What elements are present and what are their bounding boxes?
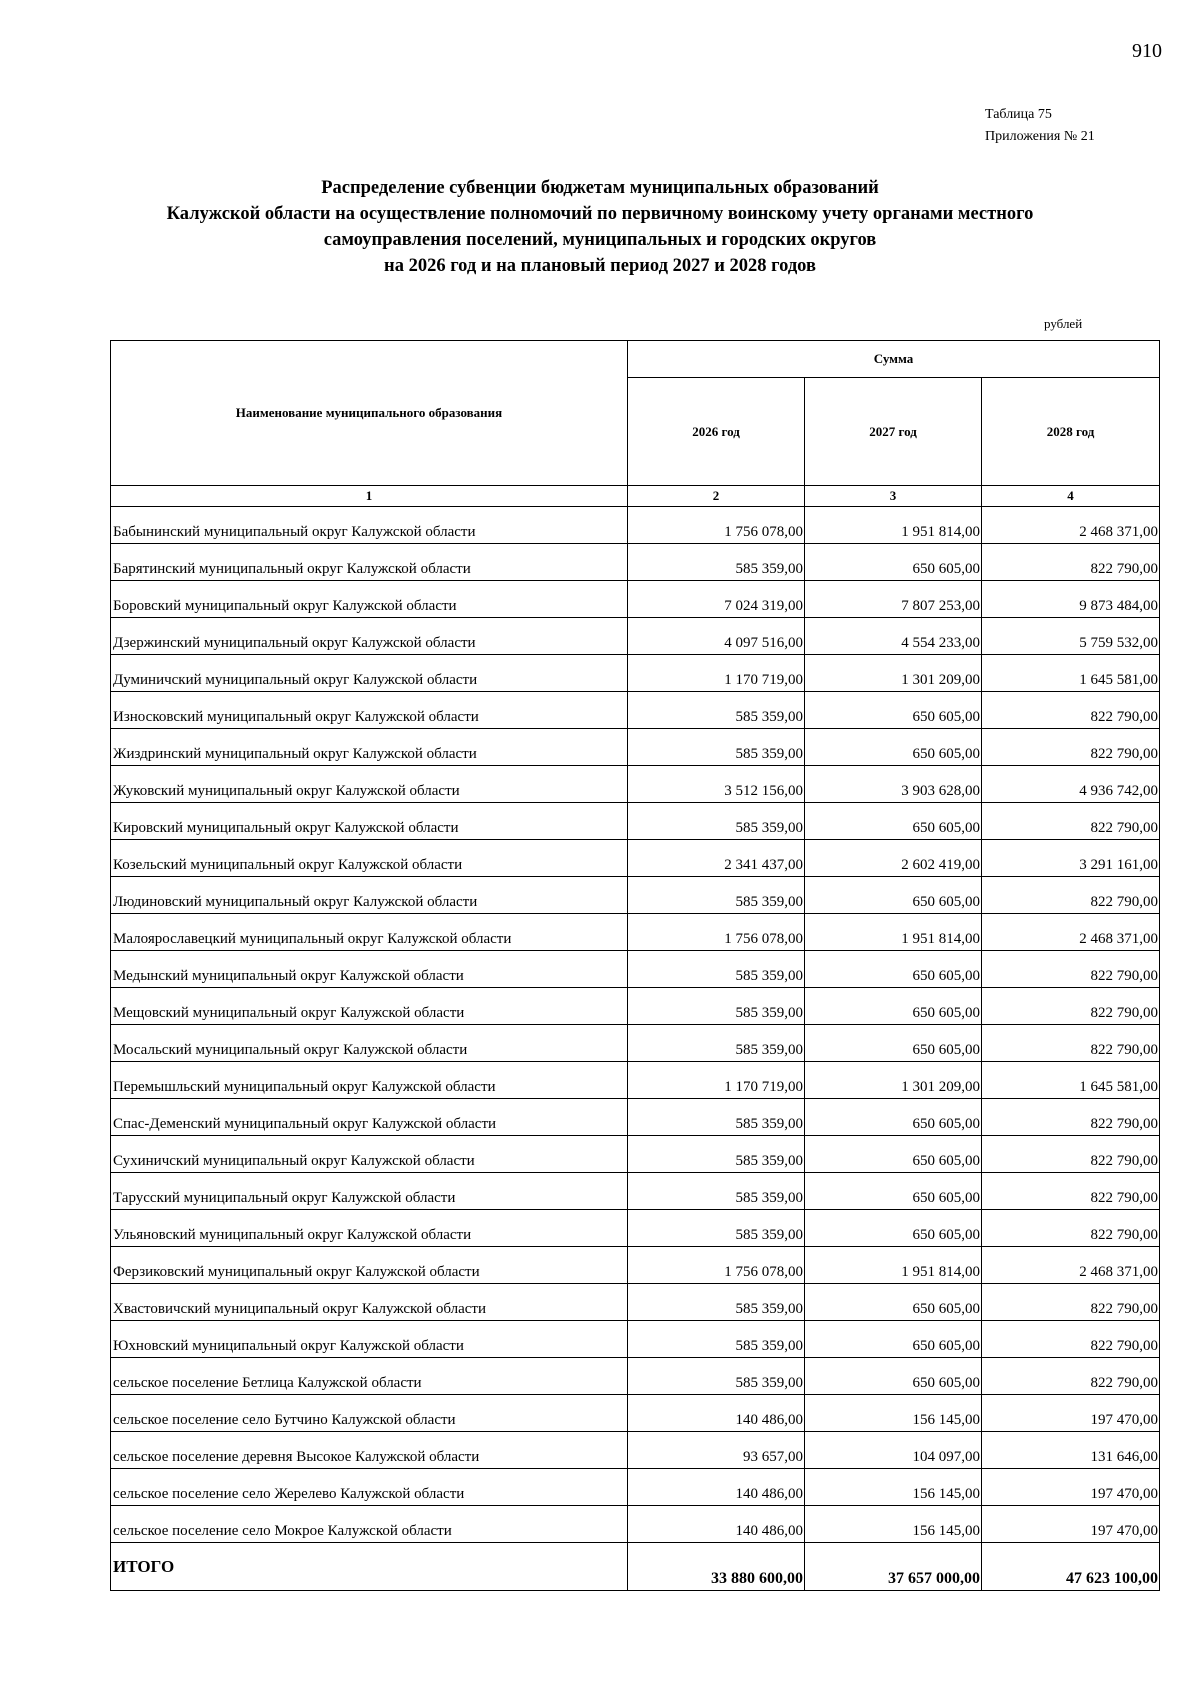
- table-row: [111, 803, 1160, 840]
- amount-2027: 650 605,00: [805, 1358, 982, 1395]
- amount-2028: 822 790,00: [982, 1173, 1160, 1210]
- table-row: [111, 1136, 1160, 1173]
- table-row: [111, 1358, 1160, 1395]
- total-2027: 37 657 000,00: [805, 1543, 982, 1591]
- amount-2026: 585 359,00: [628, 544, 805, 581]
- amount-2028: 822 790,00: [982, 951, 1160, 988]
- amount-2028: 197 470,00: [982, 1469, 1160, 1506]
- municipality-name: Спас-Деменский муниципальный округ Калужской области: [111, 1099, 628, 1136]
- amount-2027: 650 605,00: [805, 1321, 982, 1358]
- table-row: [111, 544, 1160, 581]
- subvention-table: [110, 340, 1160, 1591]
- table-row: [111, 655, 1160, 692]
- amount-2028: 822 790,00: [982, 803, 1160, 840]
- municipality-name: Медынский муниципальный округ Калужской области: [111, 951, 628, 988]
- units-label: рублей: [1044, 316, 1083, 331]
- municipality-name: сельское поселение село Жерелево Калужской области: [111, 1469, 628, 1506]
- municipality-name: Перемышльский муниципальный округ Калужской области: [111, 1062, 628, 1099]
- municipality-name: сельское поселение село Мокрое Калужской области: [111, 1506, 628, 1543]
- title-line: Калужской области на осуществление полномочий по первичному воинскому учету органами местного: [166, 204, 1034, 224]
- amount-2026: 140 486,00: [628, 1395, 805, 1432]
- amount-2028: 3 291 161,00: [982, 840, 1160, 877]
- amount-2026: 585 359,00: [628, 1321, 805, 1358]
- amount-2028: 197 470,00: [982, 1395, 1160, 1432]
- table-ref-line: Таблица 75: [985, 107, 1052, 122]
- header-year-2028: 2028 год: [982, 378, 1160, 486]
- total-row: [111, 1543, 1160, 1591]
- municipality-name: Малоярославецкий муниципальный округ Калужской области: [111, 914, 628, 951]
- amount-2028: 822 790,00: [982, 729, 1160, 766]
- municipality-name: Мещовский муниципальный округ Калужской области: [111, 988, 628, 1025]
- amount-2027: 650 605,00: [805, 544, 982, 581]
- municipality-name: Жиздринский муниципальный округ Калужской области: [111, 729, 628, 766]
- amount-2026: 585 359,00: [628, 729, 805, 766]
- table-row: [111, 1099, 1160, 1136]
- municipality-name: Людиновский муниципальный округ Калужской области: [111, 877, 628, 914]
- amount-2027: 2 602 419,00: [805, 840, 982, 877]
- amount-2026: 585 359,00: [628, 988, 805, 1025]
- title-line: на 2026 год и на плановый период 2027 и 2028 годов: [384, 256, 816, 276]
- total-2028: 47 623 100,00: [982, 1543, 1160, 1591]
- table-row: [111, 840, 1160, 877]
- amount-2027: 156 145,00: [805, 1469, 982, 1506]
- amount-2028: 2 468 371,00: [982, 1247, 1160, 1284]
- amount-2026: 585 359,00: [628, 1173, 805, 1210]
- amount-2026: 1 756 078,00: [628, 1247, 805, 1284]
- table-row: [111, 1469, 1160, 1506]
- amount-2026: 140 486,00: [628, 1469, 805, 1506]
- total-label: ИТОГО: [111, 1543, 628, 1591]
- municipality-name: Жуковский муниципальный округ Калужской области: [111, 766, 628, 803]
- amount-2027: 650 605,00: [805, 692, 982, 729]
- amount-2028: 822 790,00: [982, 1136, 1160, 1173]
- amount-2028: 1 645 581,00: [982, 1062, 1160, 1099]
- amount-2027: 650 605,00: [805, 988, 982, 1025]
- table-row: [111, 692, 1160, 729]
- amount-2027: 1 951 814,00: [805, 914, 982, 951]
- table-row: [111, 1284, 1160, 1321]
- amount-2027: 650 605,00: [805, 1210, 982, 1247]
- table-row: [111, 1025, 1160, 1062]
- amount-2028: 4 936 742,00: [982, 766, 1160, 803]
- table-row: [111, 507, 1160, 544]
- municipality-name: сельское поселение село Бутчино Калужской области: [111, 1395, 628, 1432]
- amount-2027: 156 145,00: [805, 1395, 982, 1432]
- table-reference: [985, 104, 1095, 148]
- amount-2027: 1 301 209,00: [805, 655, 982, 692]
- column-number: 2: [628, 486, 805, 507]
- amount-2027: 650 605,00: [805, 1136, 982, 1173]
- municipality-name: Думиничский муниципальный округ Калужской области: [111, 655, 628, 692]
- amount-2027: 650 605,00: [805, 1099, 982, 1136]
- title-line: самоуправления поселений, муниципальных и городских округов: [323, 230, 877, 250]
- amount-2026: 585 359,00: [628, 1025, 805, 1062]
- municipality-name: Юхновский муниципальный округ Калужской области: [111, 1321, 628, 1358]
- municipality-name: Ферзиковский муниципальный округ Калужской области: [111, 1247, 628, 1284]
- amount-2026: 93 657,00: [628, 1432, 805, 1469]
- amount-2026: 585 359,00: [628, 1358, 805, 1395]
- amount-2026: 585 359,00: [628, 951, 805, 988]
- municipality-name: сельское поселение деревня Высокое Калужской области: [111, 1432, 628, 1469]
- amount-2028: 5 759 532,00: [982, 618, 1160, 655]
- amount-2026: 3 512 156,00: [628, 766, 805, 803]
- amount-2028: 822 790,00: [982, 1284, 1160, 1321]
- amount-2028: 197 470,00: [982, 1506, 1160, 1543]
- amount-2027: 650 605,00: [805, 1173, 982, 1210]
- table-row: [111, 914, 1160, 951]
- table-row: [111, 766, 1160, 803]
- municipality-name: сельское поселение Бетлица Калужской области: [111, 1358, 628, 1395]
- column-number: 3: [805, 486, 982, 507]
- table-row: [111, 951, 1160, 988]
- amount-2028: 131 646,00: [982, 1432, 1160, 1469]
- table-row: [111, 618, 1160, 655]
- amount-2028: 1 645 581,00: [982, 655, 1160, 692]
- amount-2026: 585 359,00: [628, 1210, 805, 1247]
- amount-2026: 1 756 078,00: [628, 507, 805, 544]
- amount-2027: 650 605,00: [805, 803, 982, 840]
- amount-2026: 1 756 078,00: [628, 914, 805, 951]
- header-year-2027: 2027 год: [805, 378, 982, 486]
- municipality-name: Мосальский муниципальный округ Калужской области: [111, 1025, 628, 1062]
- municipality-name: Козельский муниципальный округ Калужской области: [111, 840, 628, 877]
- municipality-name: Ульяновский муниципальный округ Калужской области: [111, 1210, 628, 1247]
- total-2026: 33 880 600,00: [628, 1543, 805, 1591]
- amount-2028: 822 790,00: [982, 1099, 1160, 1136]
- amount-2028: 822 790,00: [982, 988, 1160, 1025]
- amount-2028: 822 790,00: [982, 1358, 1160, 1395]
- amount-2026: 585 359,00: [628, 1136, 805, 1173]
- table-row: [111, 1210, 1160, 1247]
- amount-2028: 2 468 371,00: [982, 914, 1160, 951]
- document-title: [100, 175, 1100, 279]
- amount-2028: 822 790,00: [982, 1210, 1160, 1247]
- amount-2026: 4 097 516,00: [628, 618, 805, 655]
- municipality-name: Дзержинский муниципальный округ Калужской области: [111, 618, 628, 655]
- amount-2027: 650 605,00: [805, 729, 982, 766]
- municipality-name: Кировский муниципальный округ Калужской области: [111, 803, 628, 840]
- amount-2026: 585 359,00: [628, 1284, 805, 1321]
- title-line: Распределение субвенции бюджетам муниципальных образований: [321, 178, 879, 198]
- amount-2027: 650 605,00: [805, 1025, 982, 1062]
- municipality-name: Хвастовичский муниципальный округ Калужской области: [111, 1284, 628, 1321]
- amount-2026: 585 359,00: [628, 877, 805, 914]
- amount-2027: 1 951 814,00: [805, 507, 982, 544]
- municipality-name: Боровский муниципальный округ Калужской области: [111, 581, 628, 618]
- header-name-column: Наименование муниципального образования: [111, 341, 628, 486]
- amount-2027: 650 605,00: [805, 877, 982, 914]
- municipality-name: Тарусский муниципальный округ Калужской области: [111, 1173, 628, 1210]
- amount-2027: 650 605,00: [805, 1284, 982, 1321]
- amount-2027: 1 951 814,00: [805, 1247, 982, 1284]
- amount-2027: 650 605,00: [805, 951, 982, 988]
- table-row: [111, 1321, 1160, 1358]
- table-row: [111, 1173, 1160, 1210]
- table-row: [111, 1506, 1160, 1543]
- amount-2027: 3 903 628,00: [805, 766, 982, 803]
- table-ref-line: Приложения № 21: [985, 129, 1095, 144]
- table-row: [111, 1062, 1160, 1099]
- table-row: [111, 1395, 1160, 1432]
- amount-2026: 585 359,00: [628, 692, 805, 729]
- amount-2027: 7 807 253,00: [805, 581, 982, 618]
- amount-2026: 1 170 719,00: [628, 1062, 805, 1099]
- amount-2028: 822 790,00: [982, 1025, 1160, 1062]
- amount-2028: 822 790,00: [982, 544, 1160, 581]
- column-number: 1: [111, 486, 628, 507]
- amount-2026: 140 486,00: [628, 1506, 805, 1543]
- municipality-name: Бабынинский муниципальный округ Калужской области: [111, 507, 628, 544]
- header-sum: Сумма: [628, 341, 1160, 378]
- amount-2028: 9 873 484,00: [982, 581, 1160, 618]
- municipality-name: Барятинский муниципальный округ Калужской области: [111, 544, 628, 581]
- table-row: [111, 581, 1160, 618]
- amount-2028: 822 790,00: [982, 877, 1160, 914]
- amount-2026: 585 359,00: [628, 1099, 805, 1136]
- amount-2027: 156 145,00: [805, 1506, 982, 1543]
- municipality-name: Износковский муниципальный округ Калужской области: [111, 692, 628, 729]
- amount-2026: 7 024 319,00: [628, 581, 805, 618]
- amount-2027: 1 301 209,00: [805, 1062, 982, 1099]
- municipality-name: Сухиничский муниципальный округ Калужской области: [111, 1136, 628, 1173]
- table-row: [111, 988, 1160, 1025]
- amount-2026: 2 341 437,00: [628, 840, 805, 877]
- amount-2028: 822 790,00: [982, 692, 1160, 729]
- amount-2026: 1 170 719,00: [628, 655, 805, 692]
- table-row: [111, 729, 1160, 766]
- column-number: 4: [982, 486, 1160, 507]
- amount-2027: 104 097,00: [805, 1432, 982, 1469]
- amount-2028: 2 468 371,00: [982, 507, 1160, 544]
- table-body: [111, 507, 1160, 1591]
- page-number: 910: [1132, 40, 1162, 62]
- amount-2026: 585 359,00: [628, 803, 805, 840]
- header-year-2026: 2026 год: [628, 378, 805, 486]
- amount-2028: 822 790,00: [982, 1321, 1160, 1358]
- amount-2027: 4 554 233,00: [805, 618, 982, 655]
- table-row: [111, 1432, 1160, 1469]
- table-row: [111, 1247, 1160, 1284]
- table-row: [111, 877, 1160, 914]
